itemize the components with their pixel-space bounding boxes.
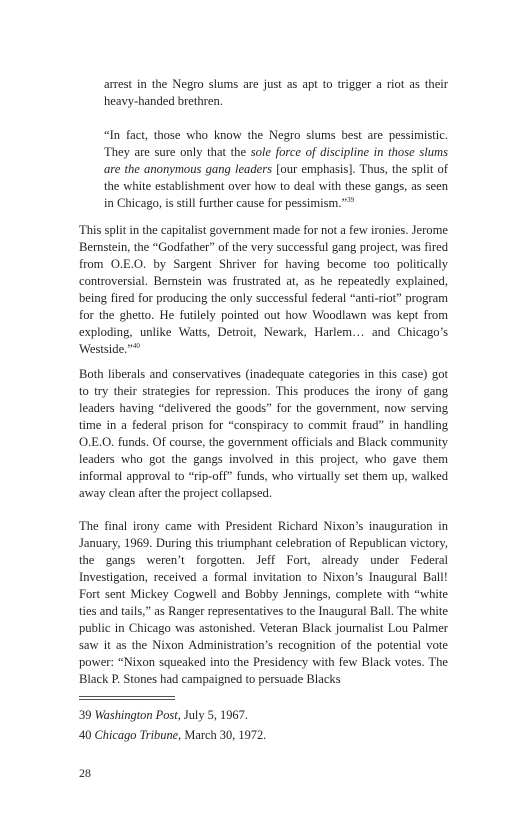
quote-text-start: “In fact, those who know the Negro slums best are pessimistic. They are sure only that the <box>104 128 448 159</box>
footnote-39 <box>79 707 248 723</box>
footnote-ref-39: 39 <box>347 196 355 204</box>
footnote-number: 40 <box>79 728 92 742</box>
footnote-detail: , July 5, 1967. <box>177 708 248 722</box>
body-paragraph-3: The final irony came with President Richard Nixon’s inauguration in January, 1969. During this triumphant celebration of Republican victory, the gangs weren’t forgotten. Jeff Fort, already under Federal Investigation, received a formal invitation to Nixon’s Inaugural Ball! Fort sent Mickey Cogwell and Bobby Jennings, complete with “white ties and tails,” as Ranger representatives to the Inaugural Ball. The white public in Chicago was astonished. Veteran Black journalist Lou Palmer saw it as the Nixon Administration’s recognition of the potential vote power: “Nixon squeaked into the Presidency with few Black votes. The Black P. Stones had campaigned to persuade Blacks <box>79 519 448 686</box>
quote-text-end: [our emphasis]. Thus, the split of the white establishment over how to deal with these gangs, as seen in Chicago, is still further cause for pessimism.” <box>104 162 448 210</box>
footnote-divider <box>79 696 175 697</box>
footnote-detail: , March 30, 1972. <box>178 728 267 742</box>
footnote-number: 39 <box>79 708 92 722</box>
page-number: 28 <box>79 766 91 780</box>
footnote-source: Washington Post <box>94 708 178 722</box>
block-quote-paragraph <box>104 127 448 212</box>
paragraph-text: This split in the capitalist government made for not a few ironies. Jerome Bernstein, the “Godfather” of the very successful gang project, was fired from O.E.O. by Sargent Shriver for having become too politically controversial. Bernstein was frustrated at, as he repeatedly explained, being fired for producing the only successful federal “anti-riot” program for the ghetto. He futilely pointed out how Woodlawn was kept from exploding, unlike Watts, Detroit, Newark, Harlem… and Chicago’s Westside.” <box>79 223 448 356</box>
body-paragraph-2: Both liberals and conservatives (inadequate categories in this case) got to try their strategies for repression. This produces the irony of gang leaders having “delivered the goods” for the government, now serving time in a federal prison for “conspiracy to commit fraud” in handling O.E.O. funds. Of course, the government officials and Black community leaders who got the gangs involved in this project, who gave them informal approval to “rip-off” funds, who virtually set them up, walked away clean after the project collapsed. <box>79 367 448 500</box>
footnote-source: Chicago Tribune <box>94 728 179 742</box>
body-paragraph-1 <box>79 222 448 358</box>
footnote-ref-40: 40 <box>132 342 140 350</box>
footnote-40 <box>79 727 266 743</box>
quote-emphasis: sole force of discipline in those slums are the anonymous gang leaders <box>104 145 449 176</box>
block-quote-continuation: arrest in the Negro slums are just as apt to trigger a riot as their heavy-handed brethren. <box>104 77 448 108</box>
footnote-divider-second-line <box>79 699 175 700</box>
